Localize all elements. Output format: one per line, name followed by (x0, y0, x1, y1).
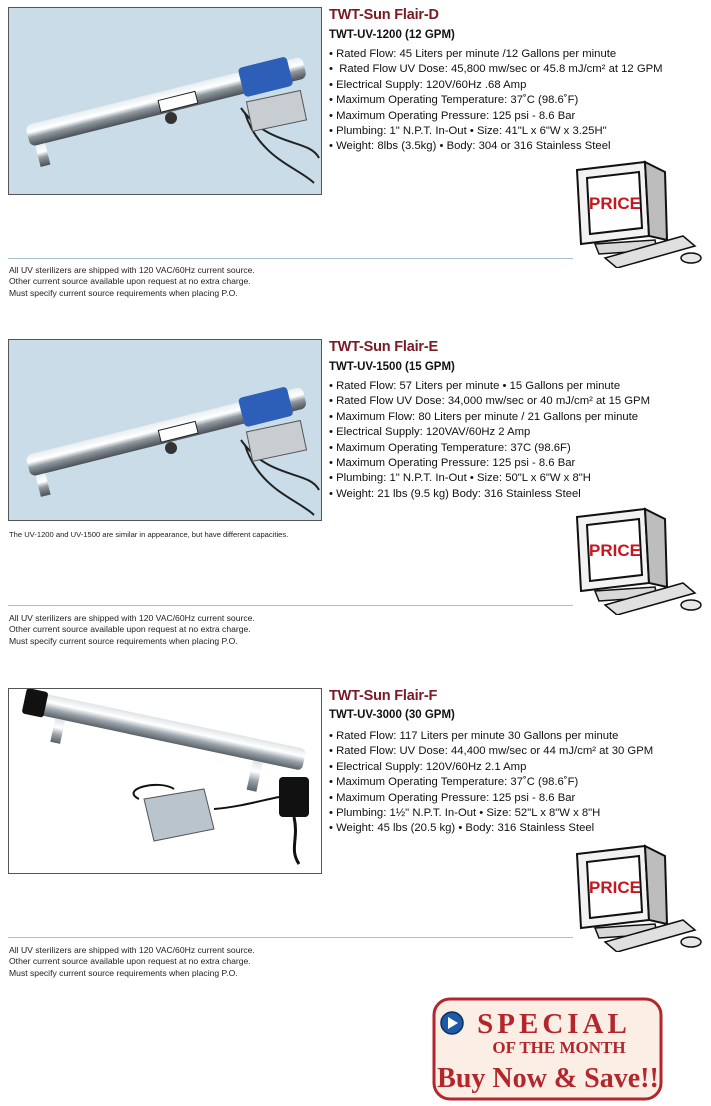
note-line: Other current source available upon request at no extra charge. (9, 624, 251, 635)
spec-item: • Weight: 21 lbs (9.5 kg) Body: 316 Stainless Steel (329, 487, 650, 502)
spec-item: • Electrical Supply: 120V/60Hz 2.1 Amp (329, 760, 653, 775)
play-icon (441, 1012, 463, 1034)
spec-item: • Rated Flow: UV Dose: 44,400 mw/sec or 44 mJ/cm² at 30 GPM (329, 744, 653, 759)
product-photo-uv-3000 (8, 688, 322, 874)
product-title: TWT-Sun Flair-E (329, 339, 438, 355)
special-title: SPECIAL (477, 1008, 631, 1040)
spec-item: • Electrical Supply: 120VAV/60Hz 2 Amp (329, 425, 650, 440)
spec-item: • Rated Flow UV Dose: 45,800 mw/sec or 45.8 mJ/cm² at 12 GPM (329, 62, 663, 77)
spec-item: • Maximum Operating Temperature: 37C (98.6F) (329, 441, 650, 456)
spec-item: • Weight: 8lbs (3.5kg) • Body: 304 or 316 Stainless Steel (329, 139, 663, 154)
price-label: PRICE (589, 194, 641, 213)
product-title: TWT-Sun Flair-D (329, 7, 439, 23)
spec-list (329, 729, 653, 837)
product-title: TWT-Sun Flair-F (329, 688, 438, 704)
computer-monitor-icon (565, 842, 711, 952)
note-line: Must specify current source requirements when placing P.O. (9, 967, 238, 978)
spec-item: • Rated Flow UV Dose: 34,000 mw/sec or 40 mJ/cm² at 15 GPM (329, 394, 650, 409)
product-model: TWT-UV-1500 (15 GPM) (329, 361, 455, 373)
spec-item: • Maximum Operating Pressure: 125 psi - 8.6 Bar (329, 791, 653, 806)
spec-item: • Weight: 45 lbs (20.5 kg) • Body: 316 Stainless Steel (329, 821, 653, 836)
shipping-note (9, 945, 255, 979)
note-line: Must specify current source requirements when placing P.O. (9, 635, 238, 646)
spec-item: • Maximum Operating Temperature: 37˚C (98.6˚F) (329, 93, 663, 108)
spec-item: • Rated Flow: 45 Liters per minute /12 Gallons per minute (329, 47, 663, 62)
note-line: All UV sterilizers are shipped with 120 VAC/60Hz current source. (9, 613, 255, 623)
note-line: Must specify current source requirements when placing P.O. (9, 287, 238, 298)
price-label: PRICE (589, 541, 641, 560)
special-of-the-month-banner[interactable] (432, 997, 663, 1101)
note-line: Other current source available upon request at no extra charge. (9, 276, 251, 287)
spec-item: • Maximum Operating Pressure: 125 psi - 8.6 Bar (329, 109, 663, 124)
price-label: PRICE (589, 878, 641, 897)
spec-item: • Plumbing: 1" N.P.T. In-Out • Size: 41"L x 6"W x 3.25H" (329, 124, 663, 139)
divider (8, 937, 573, 938)
product-model: TWT-UV-3000 (30 GPM) (329, 709, 455, 721)
product-model: TWT-UV-1200 (12 GPM) (329, 29, 455, 41)
spec-item: • Electrical Supply: 120V/60Hz .68 Amp (329, 78, 663, 93)
photo-caption: The UV-1200 and UV-1500 are similar in appearance, but have different capacities. (9, 530, 289, 539)
note-line: All UV sterilizers are shipped with 120 VAC/60Hz current source. (9, 945, 255, 955)
spec-item: • Maximum Operating Temperature: 37˚C (98.6˚F) (329, 775, 653, 790)
spec-item: • Plumbing: 1" N.P.T. In-Out • Size: 50"L x 6"W x 8"H (329, 471, 650, 486)
note-line: All UV sterilizers are shipped with 120 VAC/60Hz current source. (9, 265, 255, 275)
price-button[interactable] (565, 842, 711, 952)
spec-item: • Maximum Flow: 80 Liters per minute / 21 Gallons per minute (329, 410, 650, 425)
spec-item: • Rated Flow: 117 Liters per minute 30 Gallons per minute (329, 729, 653, 744)
special-subtitle: OF THE MONTH (492, 1038, 626, 1057)
mouse-icon (681, 937, 701, 947)
spec-item: • Rated Flow: 57 Liters per minute • 15 Gallons per minute (329, 379, 650, 394)
spec-item: • Maximum Operating Pressure: 125 psi - 8.6 Bar (329, 456, 650, 471)
spec-item: • Plumbing: 1½" N.P.T. In-Out • Size: 52"L x 8"W x 8"H (329, 806, 653, 821)
note-line: Other current source available upon request at no extra charge. (9, 956, 251, 967)
special-cta: Buy Now & Save!! (437, 1063, 659, 1094)
